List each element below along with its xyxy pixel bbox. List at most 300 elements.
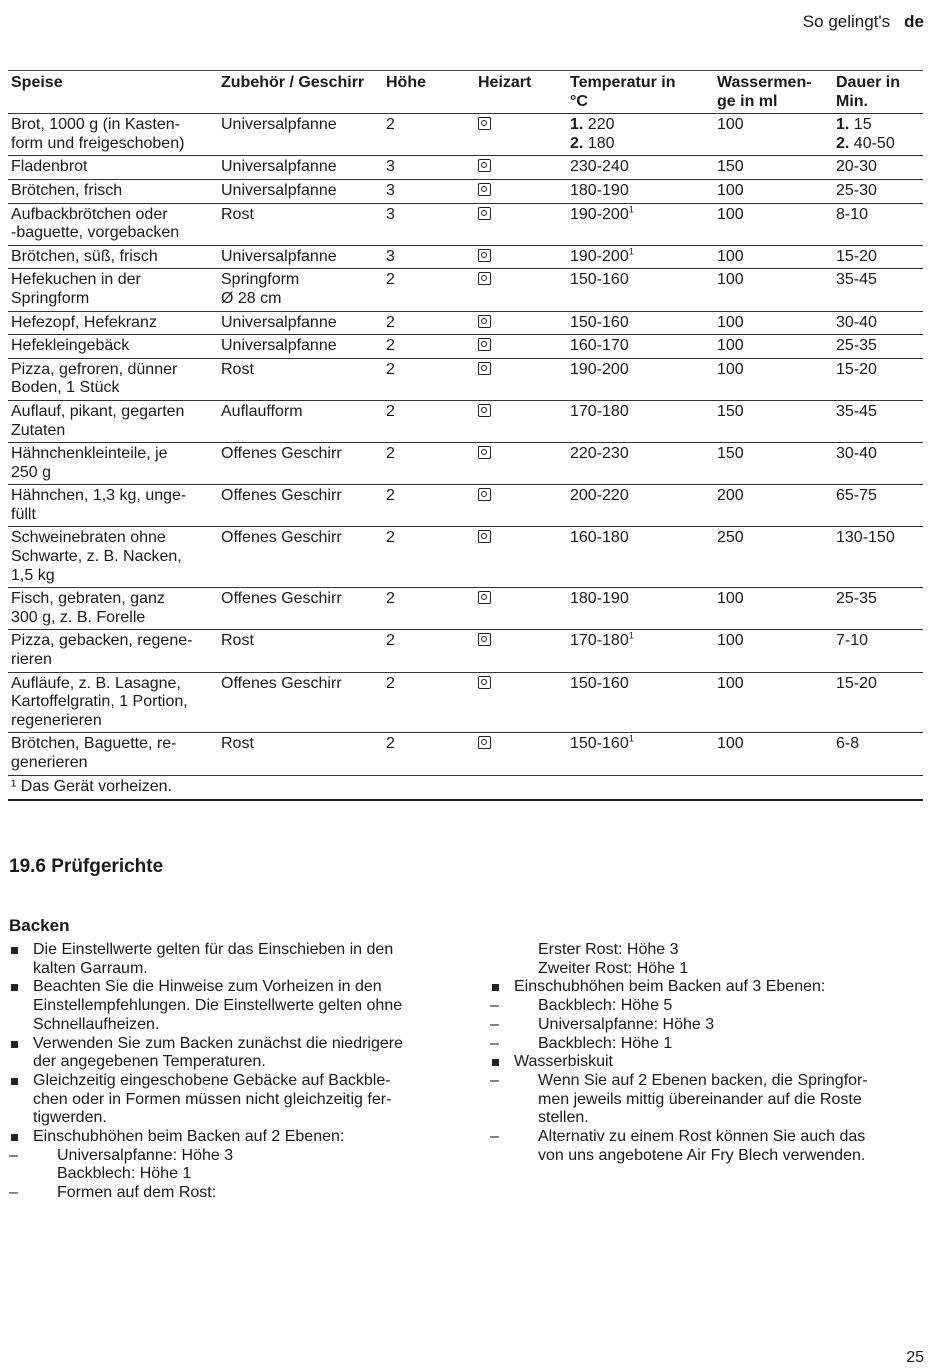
cell-zubehoer — [218, 269, 383, 311]
cell-speise — [8, 335, 218, 359]
cell-zubehoer — [218, 245, 383, 269]
baking-table — [8, 70, 923, 801]
temp-value: 160-180 — [570, 529, 629, 547]
cell-hoehe — [383, 179, 475, 203]
cell-hoehe — [383, 156, 475, 180]
table-row — [8, 443, 923, 485]
step-number: 1. — [836, 116, 850, 134]
table-row — [8, 485, 923, 527]
header-section: So gelingt's — [802, 12, 891, 31]
duration-value: 30-40 — [836, 313, 877, 331]
column-header-line: Dauer in — [836, 74, 901, 91]
steam-oven-icon — [478, 736, 491, 749]
level-value: 3 — [386, 181, 395, 199]
cell-wasser — [714, 203, 833, 245]
cell-heizart — [475, 588, 567, 630]
cell-hoehe — [383, 203, 475, 245]
table-row — [8, 733, 923, 775]
step-value: 180 — [587, 134, 615, 152]
column-header-line: ge in ml — [717, 92, 778, 110]
table-row — [8, 203, 923, 245]
item-line: Backblech: Höhe 5 — [538, 997, 673, 1015]
table-body — [8, 114, 923, 801]
item-line: Erster Rost: Höhe 3 — [538, 941, 679, 958]
cell-hoehe — [383, 527, 475, 588]
cell-wasser — [714, 269, 833, 311]
cell-zubehoer — [218, 588, 383, 630]
water-value: 200 — [717, 487, 744, 505]
table-header-row — [8, 71, 923, 114]
cell-hoehe — [383, 358, 475, 400]
temp-value: 200-220 — [570, 487, 629, 505]
dish-line: 300 g, z. B. Forelle — [11, 608, 146, 626]
cell-speise — [8, 358, 218, 400]
cell-dauer — [833, 672, 923, 733]
cell-temperatur — [567, 179, 714, 203]
cell-zubehoer — [218, 203, 383, 245]
dish-line: Schweinebraten ohne — [11, 529, 166, 547]
steam-oven-icon — [478, 117, 491, 130]
duration-value: 6-8 — [836, 735, 860, 753]
cell-hoehe — [383, 311, 475, 335]
bullet-square-icon — [492, 1059, 499, 1066]
footnote-marker: 1 — [628, 246, 634, 257]
table-footnote-row — [8, 775, 923, 800]
column-header — [218, 71, 383, 114]
cell-temperatur — [567, 588, 714, 630]
level-value: 3 — [386, 158, 395, 176]
dish-line: regenerieren — [11, 711, 102, 729]
temp-value: 170-180 — [570, 632, 629, 650]
dash-item — [490, 997, 910, 1016]
level-value: 2 — [386, 313, 395, 331]
step-number: 1. — [570, 116, 584, 134]
cell-speise — [8, 179, 218, 203]
accessory-line: Rost — [221, 735, 254, 753]
accessory-line: Offenes Geschirr — [221, 487, 342, 505]
cell-temperatur — [567, 672, 714, 733]
dish-line: Boden, 1 Stück — [11, 379, 120, 397]
cell-hoehe — [383, 335, 475, 359]
cell-zubehoer — [218, 311, 383, 335]
steam-oven-icon — [478, 207, 491, 220]
dash-item — [490, 1035, 910, 1054]
continuation-item — [490, 941, 910, 978]
column-header — [475, 71, 567, 114]
steam-oven-icon — [478, 249, 491, 262]
accessory-line: Rost — [221, 632, 254, 650]
cell-hoehe — [383, 114, 475, 156]
cell-dauer — [833, 527, 923, 588]
column-header — [8, 71, 218, 114]
dish-line: Brot, 1000 g (in Kasten- — [11, 116, 180, 134]
column-header-line: Temperatur in — [570, 74, 676, 91]
item-line: Beachten Sie die Hinweise zum Vorheizen in den — [33, 978, 382, 996]
duration-step — [836, 116, 923, 135]
item-line: Schnellaufheizen. — [33, 1015, 160, 1033]
header-language: de — [904, 12, 924, 31]
item-line: Einschubhöhen beim Backen auf 2 Ebenen: — [33, 1128, 345, 1146]
cell-heizart — [475, 443, 567, 485]
cell-heizart — [475, 203, 567, 245]
item-line: Gleichzeitig eingeschobene Gebäcke auf Backble- — [33, 1071, 391, 1089]
bullet-item — [9, 978, 449, 1034]
cell-hoehe — [383, 588, 475, 630]
dish-line: Aufläufe, z. B. Lasagne, — [11, 674, 181, 692]
cell-hoehe — [383, 269, 475, 311]
accessory-line: Universalpfanne — [221, 158, 337, 176]
cell-dauer — [833, 485, 923, 527]
level-value: 2 — [386, 487, 395, 505]
dish-line: Hefezopf, Hefekranz — [11, 313, 157, 331]
item-line: Alternativ zu einem Rost können Sie auch das — [538, 1128, 866, 1146]
water-value: 100 — [717, 271, 744, 289]
item-line: stellen. — [538, 1109, 589, 1127]
table-row — [8, 358, 923, 400]
bullet-square-icon — [11, 1078, 18, 1085]
accessory-line: Universalpfanne — [221, 313, 337, 331]
text-column-left — [9, 941, 449, 1203]
dish-line: Hähnchen, 1,3 kg, unge- — [11, 487, 187, 505]
dash-item — [9, 1147, 449, 1184]
steam-oven-icon — [478, 183, 491, 196]
cell-wasser — [714, 358, 833, 400]
cell-hoehe — [383, 630, 475, 672]
water-value: 250 — [717, 529, 744, 547]
cell-heizart — [475, 114, 567, 156]
cell-zubehoer — [218, 114, 383, 156]
water-value: 100 — [717, 205, 744, 223]
cell-wasser — [714, 588, 833, 630]
column-header-line: Wassermen- — [717, 74, 812, 91]
level-value: 2 — [386, 337, 395, 355]
temp-step — [570, 116, 714, 135]
cell-speise — [8, 527, 218, 588]
cell-dauer — [833, 203, 923, 245]
cell-hoehe — [383, 245, 475, 269]
running-header — [803, 12, 924, 32]
temp-step — [570, 135, 714, 154]
duration-value: 25-35 — [836, 337, 877, 355]
steam-oven-icon — [478, 591, 491, 604]
water-value: 100 — [717, 360, 744, 378]
cell-hoehe — [383, 672, 475, 733]
cell-heizart — [475, 311, 567, 335]
step-number: 2. — [570, 134, 584, 152]
cell-zubehoer — [218, 179, 383, 203]
cell-speise — [8, 269, 218, 311]
item-text — [514, 997, 910, 1016]
bullet-square-icon — [492, 984, 499, 991]
dish-line: 1,5 kg — [11, 566, 55, 584]
level-value: 2 — [386, 590, 395, 608]
item-line: von uns angebotene Air Fry Blech verwenden. — [538, 1146, 866, 1164]
footnote-marker: 1 — [628, 734, 634, 745]
dish-line: form und freigeschoben) — [11, 134, 185, 152]
accessory-line: Springform — [221, 271, 300, 289]
dish-line: 250 g — [11, 463, 52, 481]
dish-line: Auflauf, pikant, gegarten — [11, 402, 185, 420]
column-header — [714, 71, 833, 114]
cell-heizart — [475, 630, 567, 672]
column-header — [833, 71, 923, 114]
cell-temperatur — [567, 156, 714, 180]
item-line: tigwerden. — [33, 1109, 107, 1127]
dish-line: Brötchen, Baguette, re- — [11, 735, 177, 753]
cell-wasser — [714, 400, 833, 442]
temp-value: 220-230 — [570, 445, 629, 463]
cell-temperatur — [567, 400, 714, 442]
cell-hoehe — [383, 485, 475, 527]
temp-value: 160-170 — [570, 337, 629, 355]
dish-line: rieren — [11, 651, 52, 669]
column-header-line: Höhe — [386, 74, 426, 91]
bullet-item — [9, 1035, 449, 1072]
cell-dauer — [833, 335, 923, 359]
cell-heizart — [475, 733, 567, 775]
cell-dauer — [833, 358, 923, 400]
water-value: 150 — [717, 158, 744, 176]
cell-dauer — [833, 311, 923, 335]
temp-value: 190-200 — [570, 247, 629, 265]
water-value: 100 — [717, 674, 744, 692]
cell-temperatur — [567, 485, 714, 527]
cell-zubehoer — [218, 672, 383, 733]
accessory-line: Universalpfanne — [221, 181, 337, 199]
table-row — [8, 269, 923, 311]
cell-zubehoer — [218, 335, 383, 359]
cell-speise — [8, 203, 218, 245]
footnote-marker: 1 — [628, 204, 634, 215]
item-line: Einschubhöhen beim Backen auf 3 Ebenen: — [514, 978, 826, 996]
dish-line: generieren — [11, 754, 88, 771]
temp-value: 180-190 — [570, 590, 629, 608]
table-row — [8, 588, 923, 630]
cell-dauer — [833, 733, 923, 775]
accessory-line: Universalpfanne — [221, 247, 337, 265]
cell-wasser — [714, 156, 833, 180]
dish-line: Pizza, gefroren, dünner — [11, 360, 178, 378]
table-row — [8, 527, 923, 588]
cell-zubehoer — [218, 443, 383, 485]
cell-wasser — [714, 672, 833, 733]
duration-value: 20-30 — [836, 158, 877, 176]
item-line: chen oder in Formen müssen nicht gleichzeitig fer- — [33, 1090, 392, 1108]
dish-line: Hähnchenkleinteile, je — [11, 445, 168, 463]
cell-wasser — [714, 527, 833, 588]
temp-value: 190-200 — [570, 360, 629, 378]
level-value: 2 — [386, 632, 395, 650]
accessory-line: Ø 28 cm — [221, 289, 282, 307]
duration-value: 65-75 — [836, 487, 877, 505]
cell-heizart — [475, 358, 567, 400]
page-number: 25 — [906, 1349, 924, 1366]
duration-value: 15-20 — [836, 360, 877, 378]
cell-dauer — [833, 245, 923, 269]
accessory-line: Universalpfanne — [221, 337, 337, 355]
cell-temperatur — [567, 245, 714, 269]
accessory-line: Offenes Geschirr — [221, 590, 342, 608]
water-value: 100 — [717, 247, 744, 265]
cell-speise — [8, 733, 218, 775]
cell-speise — [8, 485, 218, 527]
cell-wasser — [714, 733, 833, 775]
water-value: 150 — [717, 445, 744, 463]
column-header — [567, 71, 714, 114]
step-number: 2. — [836, 134, 850, 152]
dash-icon: – — [9, 1184, 18, 1202]
steam-oven-icon — [478, 530, 491, 543]
item-line: Die Einstellwerte gelten für das Einschieben in den — [33, 941, 394, 958]
cell-wasser — [714, 443, 833, 485]
duration-value: 15-20 — [836, 674, 877, 692]
cell-temperatur — [567, 269, 714, 311]
level-value: 2 — [386, 402, 395, 420]
table-footnote: ¹ Das Gerät vorheizen. — [8, 775, 923, 800]
duration-value: 30-40 — [836, 445, 877, 463]
bullet-item — [9, 1072, 449, 1128]
water-value: 100 — [717, 181, 744, 199]
bullet-square-icon — [11, 947, 18, 954]
steam-oven-icon — [478, 404, 491, 417]
item-line: men jeweils mittig übereinander auf die Roste — [538, 1090, 862, 1108]
water-value: 100 — [717, 337, 744, 355]
cell-wasser — [714, 179, 833, 203]
item-text — [514, 941, 910, 978]
table-row — [8, 630, 923, 672]
temp-value: 170-180 — [570, 402, 629, 420]
cell-heizart — [475, 485, 567, 527]
cell-dauer — [833, 179, 923, 203]
item-line: kalten Garraum. — [33, 959, 148, 977]
text-column-right — [490, 941, 910, 1165]
item-line: Wasserbiskuit — [514, 1053, 613, 1071]
cell-wasser — [714, 245, 833, 269]
dash-item — [490, 1128, 910, 1165]
steam-oven-icon — [478, 338, 491, 351]
water-value: 100 — [717, 735, 744, 753]
duration-value: 25-35 — [836, 590, 877, 608]
cell-temperatur — [567, 203, 714, 245]
item-line: Verwenden Sie zum Backen zunächst die niedrigere — [33, 1034, 403, 1052]
accessory-line: Auflaufform — [221, 402, 303, 420]
dish-line: Pizza, gebacken, regene- — [11, 632, 193, 650]
item-text — [514, 1128, 910, 1165]
dish-line: Brötchen, süß, frisch — [11, 247, 158, 265]
item-text — [33, 1184, 449, 1203]
temp-value: 150-160 — [570, 271, 629, 289]
cell-zubehoer — [218, 733, 383, 775]
temp-value: 150-160 — [570, 735, 629, 753]
cell-dauer — [833, 156, 923, 180]
accessory-line: Rost — [221, 205, 254, 223]
water-value: 150 — [717, 402, 744, 420]
water-value: 100 — [717, 590, 744, 608]
cell-dauer — [833, 114, 923, 156]
item-text — [33, 1147, 449, 1184]
item-line: Backblech: Höhe 1 — [538, 1034, 673, 1052]
item-line: Zweiter Rost: Höhe 1 — [538, 959, 689, 977]
water-value: 100 — [717, 313, 744, 331]
cell-hoehe — [383, 443, 475, 485]
dish-line: Brötchen, frisch — [11, 181, 123, 199]
cell-speise — [8, 630, 218, 672]
cell-heizart — [475, 400, 567, 442]
step-value: 40-50 — [853, 134, 895, 152]
dish-line: füllt — [11, 505, 36, 523]
bullet-item — [9, 941, 449, 978]
bullet-square-icon — [11, 1134, 18, 1141]
dash-icon: – — [490, 1015, 499, 1033]
cell-zubehoer — [218, 358, 383, 400]
duration-value: 35-45 — [836, 271, 877, 289]
cell-dauer — [833, 588, 923, 630]
level-value: 2 — [386, 674, 395, 692]
cell-heizart — [475, 245, 567, 269]
cell-temperatur — [567, 335, 714, 359]
steam-oven-icon — [478, 446, 491, 459]
dash-icon: – — [490, 1071, 499, 1089]
item-line: Universalpfanne: Höhe 3 — [57, 1146, 234, 1164]
cell-heizart — [475, 269, 567, 311]
cell-speise — [8, 672, 218, 733]
table-row — [8, 400, 923, 442]
footnote-marker: 1 — [628, 631, 634, 642]
steam-oven-icon — [478, 488, 491, 501]
dash-item — [490, 1072, 910, 1128]
level-value: 2 — [386, 360, 395, 378]
column-header-line: Heizart — [478, 74, 532, 91]
cell-wasser — [714, 485, 833, 527]
cell-heizart — [475, 179, 567, 203]
step-value: 220 — [587, 116, 615, 134]
level-value: 2 — [386, 529, 395, 547]
temp-value: 150-160 — [570, 674, 629, 692]
table-row — [8, 245, 923, 269]
duration-value: 15-20 — [836, 247, 877, 265]
bullet-item — [490, 978, 910, 997]
level-value: 2 — [386, 445, 395, 463]
item-line: der angegebenen Temperaturen. — [33, 1053, 266, 1071]
dash-icon: – — [490, 1034, 499, 1052]
cell-heizart — [475, 156, 567, 180]
cell-speise — [8, 114, 218, 156]
item-line: Formen auf dem Rost: — [57, 1184, 217, 1202]
dash-item — [490, 1016, 910, 1035]
steam-oven-icon — [478, 362, 491, 375]
cell-wasser — [714, 630, 833, 672]
bullet-square-icon — [11, 984, 18, 991]
item-line: Einstellempfehlungen. Die Einstellwerte gelten ohne — [33, 997, 403, 1015]
duration-value: 130-150 — [836, 529, 895, 547]
cell-temperatur — [567, 733, 714, 775]
duration-value: 25-30 — [836, 181, 877, 199]
bullet-item — [490, 1053, 910, 1072]
bullet-item — [9, 1128, 449, 1147]
level-value: 2 — [386, 116, 395, 134]
item-line: Backblech: Höhe 1 — [57, 1165, 192, 1183]
cell-zubehoer — [218, 400, 383, 442]
cell-zubehoer — [218, 630, 383, 672]
accessory-line: Universalpfanne — [221, 116, 337, 134]
level-value: 3 — [386, 205, 395, 223]
duration-value: 35-45 — [836, 402, 877, 420]
dish-line: -baguette, vorgebacken — [11, 224, 180, 242]
cell-speise — [8, 311, 218, 335]
section-title: 19.6 Prüfgerichte — [9, 856, 164, 877]
dash-item — [9, 1184, 449, 1203]
cell-zubehoer — [218, 156, 383, 180]
